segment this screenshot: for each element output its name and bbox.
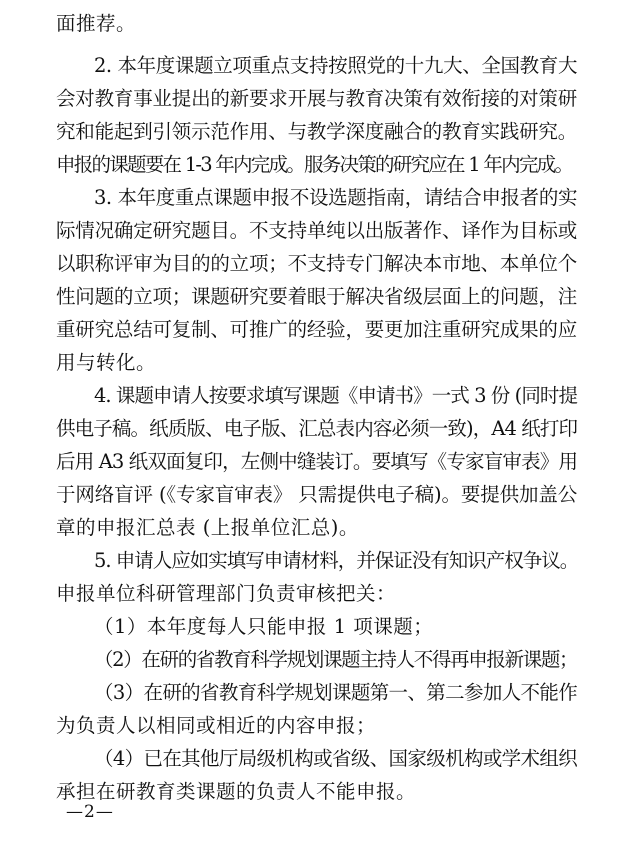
list-item: （2）在研的省教育科学规划课题主持人不得再申报新课题； [94, 648, 577, 671]
list-item: （4）已在其他厅局级机构或省级、国家级机构或学术组织 [94, 747, 577, 770]
paragraph-line: 申报的课题要在 1-3 年内完成。服务决策的研究应在 1 年内完成。 [56, 153, 573, 176]
paragraph-line: 供电子稿。纸质版、电子版、汇总表内容必须一致)，A4 纸打印 [56, 417, 577, 440]
list-item-continuation: 承担在研教育类课题的负责人不能申报。 [56, 780, 417, 803]
paragraph-line: 以职称评审为目的的立项；不支持专门解决本市地、本单位个 [56, 252, 577, 275]
list-item: （1）本年度每人只能申报 1 项课题； [94, 615, 434, 638]
page-number: —2— [66, 802, 114, 822]
list-item: （3）在研的省教育科学规划课题第一、第二参加人不能作 [94, 681, 577, 704]
paragraph-line: 4. 课题申请人按要求填写课题《申请书》一式 3 份 (同时提 [94, 384, 577, 407]
paragraph-line: 究和能起到引领示范作用、与教学深度融合的教育实践研究。 [56, 120, 577, 143]
paragraph-line: 3. 本年度重点课题申报不设选题指南，请结合申报者的实 [94, 186, 577, 209]
paragraph-line: 重研究总结可复制、可推广的经验，要更加注重研究成果的应 [56, 318, 577, 341]
paragraph-line: 面推荐。 [56, 12, 137, 35]
list-item-continuation: 为负责人以相同或相近的内容申报； [56, 714, 377, 737]
paragraph-line: 于网络盲评 (《专家盲审表》 只需提供电子稿)。要提供加盖公 [56, 483, 577, 506]
paragraph-line: 用与转化。 [56, 351, 157, 374]
paragraph-line: 5. 申请人应如实填写申请材料，并保证没有知识产权争议。 [94, 549, 579, 572]
paragraph-line: 章的申报汇总表 (上报单位汇总)。 [56, 516, 359, 539]
paragraph-line: 会对教育事业提出的新要求开展与教育决策有效衔接的对策研 [56, 87, 577, 110]
paragraph-line: 申报单位科研管理部门负责审核把关： [56, 582, 397, 605]
paragraph-line: 2. 本年度课题立项重点支持按照党的十九大、全国教育大 [94, 54, 577, 77]
paragraph-line: 性问题的立项；课题研究要着眼于解决省级层面上的问题，注 [56, 285, 577, 308]
paragraph-line: 后用 A3 纸双面复印，左侧中缝装订。要填写《专家盲审表》用 [56, 450, 577, 473]
paragraph-line: 际情况确定研究题目。不支持单纯以出版著作、译作为目标或 [56, 219, 577, 242]
